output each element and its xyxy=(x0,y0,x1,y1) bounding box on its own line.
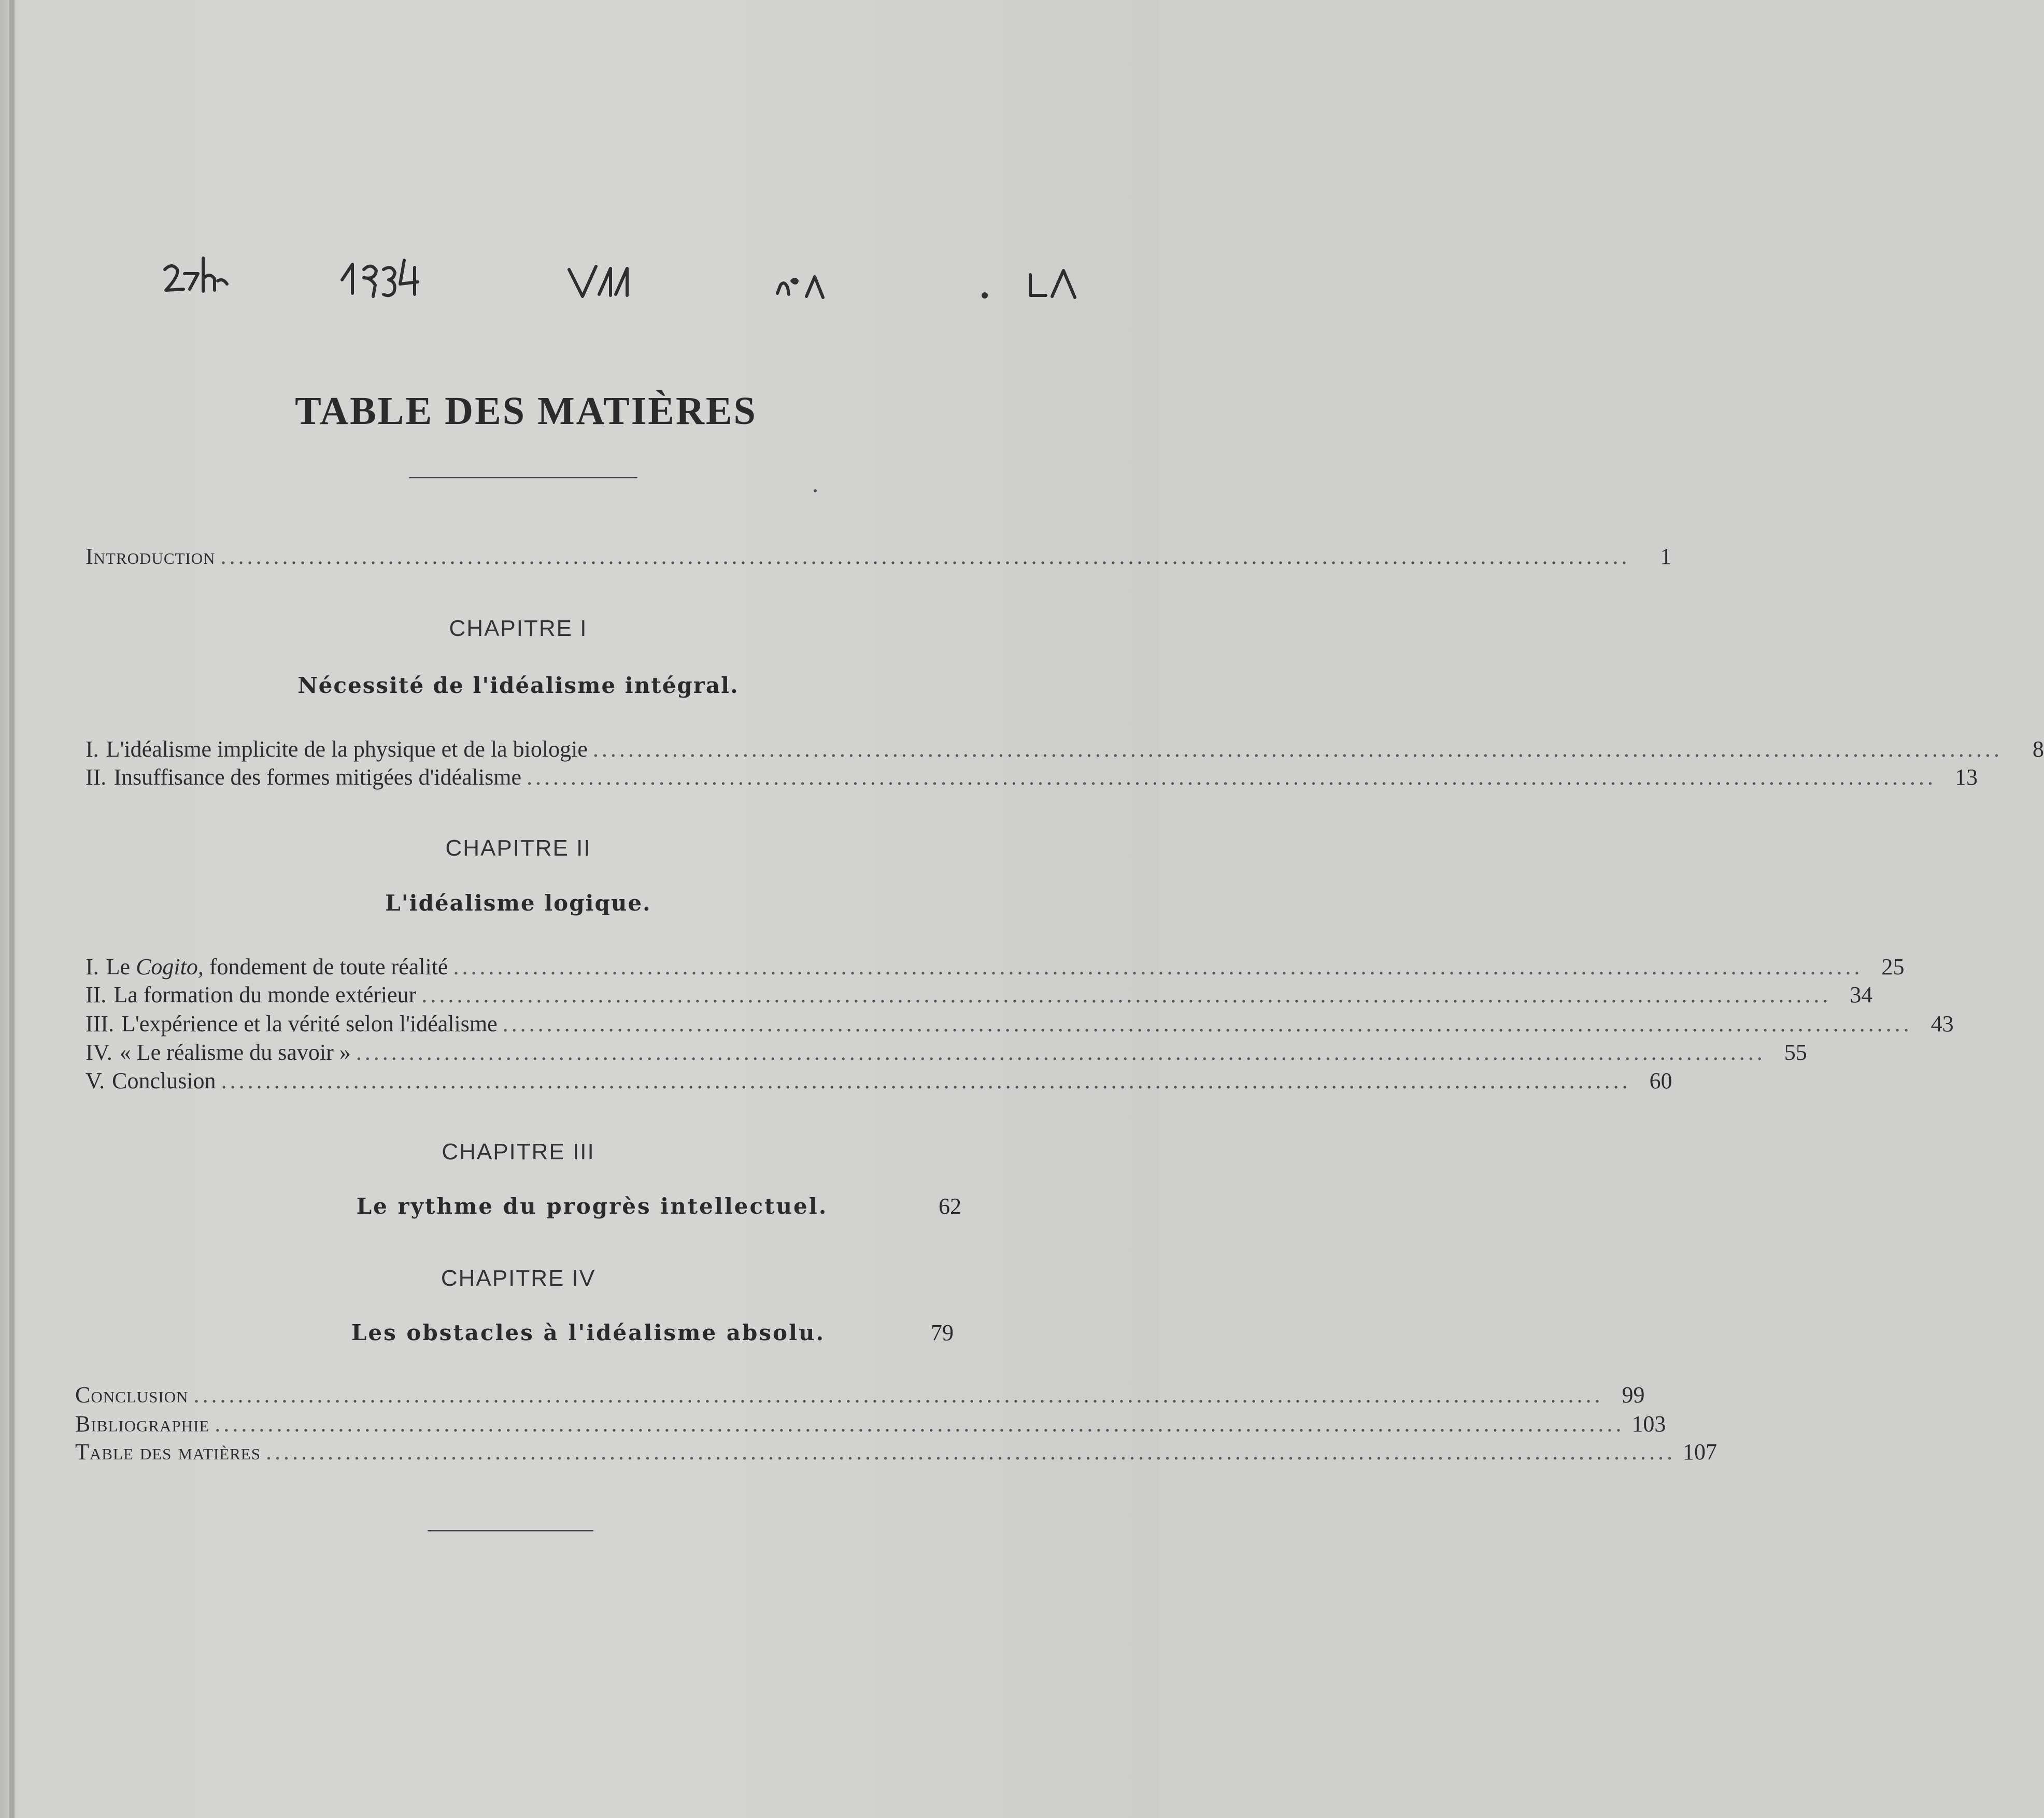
toc-entry-label: Introduction xyxy=(86,544,216,569)
handwritten-note xyxy=(0,249,1159,321)
section-number: II. xyxy=(86,982,107,1007)
section-number: V. xyxy=(86,1068,105,1093)
chapter-heading-4: CHAPITRE IV xyxy=(441,1266,596,1291)
toc-entry-label: La formation du monde extérieur xyxy=(113,982,417,1007)
section-number: IV. xyxy=(86,1040,112,1065)
toc-entry-2-5[interactable] xyxy=(86,1068,1672,1094)
toc-entry-page: 13 xyxy=(1954,764,1978,790)
toc-entry-page: 25 xyxy=(1881,954,1905,979)
leader-dots: ................................................................................................................................................................ xyxy=(421,982,1832,1007)
title-divider xyxy=(409,477,637,478)
handwritten-note-text xyxy=(155,259,1088,297)
toc-entry-label: Bibliographie xyxy=(75,1411,210,1437)
leader-dots: ................................................................................................................................................................ xyxy=(265,1439,1676,1465)
label-suffix: fondement de toute réalité xyxy=(203,954,448,979)
toc-entry-page: 103 xyxy=(1631,1411,1666,1437)
toc-entry-introduction[interactable] xyxy=(86,543,1672,570)
leader-dots: ................................................................................................................................................................ xyxy=(502,1011,1912,1036)
toc-entry-page: 79 xyxy=(931,1320,954,1345)
leader-dots: ................................................................................................................................................................ xyxy=(215,1411,1625,1437)
toc-entry-page: 60 xyxy=(1649,1068,1672,1093)
toc-entry-label xyxy=(106,954,448,980)
label-italic: Cogito, xyxy=(136,954,204,979)
leader-dots: ................................................................................................................................................................ xyxy=(592,736,2003,762)
toc-entry-page: 34 xyxy=(1850,982,1873,1007)
toc-entry-2-3[interactable] xyxy=(86,1011,1954,1037)
chapter-entry-3[interactable] xyxy=(259,1193,961,1219)
ink-speck xyxy=(814,489,817,492)
chapter-title-3: Le rythme du progrès intellectuel. xyxy=(356,1194,828,1219)
toc-entry-conclusion[interactable] xyxy=(75,1382,1645,1408)
toc-entry-1-1[interactable] xyxy=(86,736,2044,762)
toc-entry-page: 99 xyxy=(1622,1382,1645,1408)
chapter-heading-1: CHAPITRE I xyxy=(449,616,588,641)
toc-entry-label: Conclusion xyxy=(112,1068,216,1093)
toc-entry-page: 107 xyxy=(1682,1439,1717,1465)
toc-entry-page: 8 xyxy=(2032,736,2044,762)
leader-dots: ................................................................................................................................................................ xyxy=(193,1382,1603,1408)
section-number: I. xyxy=(86,954,99,979)
toc-entry-label: Table des matières xyxy=(75,1439,261,1465)
chapter-heading-3: CHAPITRE III xyxy=(442,1139,595,1164)
chapter-title-4: Les obstacles à l'idéalisme absolu. xyxy=(351,1320,826,1345)
toc-entry-label: L'expérience et la vérité selon l'idéalisme xyxy=(121,1011,498,1036)
chapter-title-1: Nécessité de l'idéalisme intégral. xyxy=(297,673,739,698)
leader-dots: ................................................................................................................................................................ xyxy=(453,954,1863,979)
leader-dots: ................................................................................................................................................................ xyxy=(221,1068,1631,1093)
chapter-entry-4[interactable] xyxy=(259,1319,954,1346)
toc-entry-2-1[interactable] xyxy=(86,954,1905,980)
leader-dots: ................................................................................................................................................................ xyxy=(526,764,1936,790)
section-number: I. xyxy=(86,736,99,762)
section-number: II. xyxy=(86,764,107,790)
toc-entry-1-2[interactable] xyxy=(86,764,1978,790)
toc-entry-bibliographie[interactable] xyxy=(75,1411,1666,1437)
leader-dots: ................................................................................................................................................................ xyxy=(220,544,1630,569)
toc-entry-2-4[interactable] xyxy=(86,1039,1807,1066)
toc-entry-label: « Le réalisme du savoir » xyxy=(119,1040,351,1065)
toc-entry-2-2[interactable] xyxy=(86,982,1873,1008)
toc-entry-label: Insuffisance des formes mitigées d'idéalisme xyxy=(113,764,521,790)
toc-entry-table-des-matieres[interactable] xyxy=(75,1439,1717,1465)
chapter-heading-2: CHAPITRE II xyxy=(445,835,591,861)
leader-dots: ................................................................................................................................................................ xyxy=(356,1040,1766,1065)
toc-entry-page: 55 xyxy=(1784,1040,1807,1065)
toc-entry-label: Conclusion xyxy=(75,1382,189,1408)
toc-entry-page: 43 xyxy=(1931,1011,1954,1036)
end-divider xyxy=(428,1530,593,1531)
toc-entry-page: 62 xyxy=(939,1194,961,1219)
page-title: TABLE DES MATIÈRES xyxy=(295,389,757,433)
toc-entry-page: 1 xyxy=(1660,544,1672,569)
label-prefix: Le xyxy=(106,954,136,979)
section-number: III. xyxy=(86,1011,114,1036)
toc-entry-label: L'idéalisme implicite de la physique et de la biologie xyxy=(106,736,588,762)
chapter-title-2: L'idéalisme logique. xyxy=(385,890,651,916)
